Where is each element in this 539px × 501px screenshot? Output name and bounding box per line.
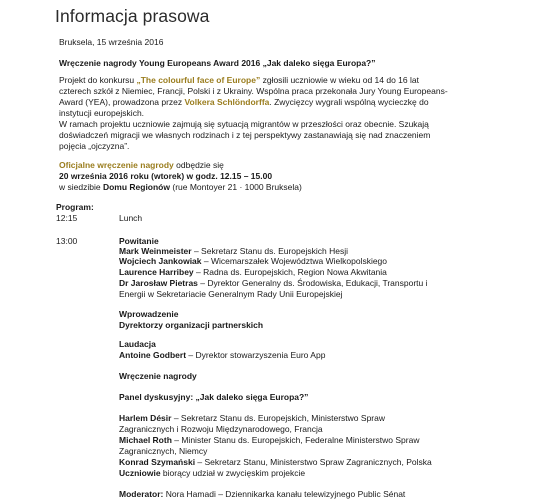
- speaker-4: Dr Jarosław Pietras – Dyrektor Generalny ds. Środowiska, Edukacji, Transportu i: [119, 278, 428, 288]
- program-laudacja: Laudacja: [119, 339, 156, 349]
- program-lunch: Lunch: [119, 213, 143, 223]
- panelist-3: Konrad Szymański – Sekretarz Stanu, Ministerstwo Spraw Zagranicznych, Polska: [119, 457, 432, 467]
- moderator: Moderator: Nora Hamadi – Dziennikarka kanału telewizyjnego Public Sénat: [119, 489, 406, 499]
- panelist-2: Michael Roth – Minister Stanu ds. Europejskich, Federalne Ministerstwo Spraw: [119, 435, 420, 445]
- intro-line-7: pojęcia „ojczyzna”.: [59, 141, 130, 151]
- speaker-4-cont: Energii w Sekretariacie Generalnym Rady Unii Europejskiej: [119, 289, 343, 299]
- program-time-2: 13:00: [56, 236, 78, 246]
- program-wprowadzenie-sub: Dyrektorzy organizacji partnerskich: [119, 320, 264, 330]
- speaker-1: Mark Weinmeister – Sekretarz Stanu ds. Europejskich Hesji: [119, 246, 348, 256]
- page-title: Informacja prasowa: [55, 6, 210, 26]
- laudacja-speaker: Antoine Godbert – Dyrektor stowarzyszenia Euro App: [119, 350, 326, 360]
- program-heading: Program:: [56, 202, 94, 212]
- ceremony-date: 20 września 2016 roku (wtorek) w godz. 12.15 – 15.00: [59, 171, 273, 181]
- intro-line-1: Projekt do konkursu „The colourful face of Europe” zgłosili uczniowie w wieku od 14 do 16 lat: [59, 75, 419, 85]
- program-wreczenie: Wręczenie nagrody: [119, 371, 197, 381]
- program-powitanie: Powitanie: [119, 236, 159, 246]
- program-panel: Panel dyskusyjny: „Jak daleko sięga Europa?”: [119, 392, 309, 402]
- intro-line-2: czterech szkół z Niemiec, Francji, Polski i z Ukrainy. Wspólna praca przekonała Jury Young Europeans-: [59, 86, 448, 96]
- ceremony-venue: w siedzibie Domu Regionów (rue Montoyer 21 · 1000 Bruksela): [59, 182, 302, 192]
- panelist-2-cont: Zagranicznych, Niemcy: [119, 446, 208, 456]
- panelist-4: Uczniowie biorący udział w zwycięskim projekcie: [119, 468, 306, 478]
- intro-line-6: doświadczeń migracji we własnych rodzinach i z tej perspektywy zastanawiają się nad znaczeniem: [59, 130, 431, 140]
- intro-line-4: instytucji europejskich.: [59, 108, 145, 118]
- speaker-3: Laurence Harribey – Radna ds. Europejskich, Region Nowa Akwitania: [119, 267, 387, 277]
- ceremony-line-1: Oficjalne wręczenie nagrody odbędzie się: [59, 160, 224, 170]
- program-wprowadzenie: Wprowadzenie: [119, 309, 179, 319]
- panelist-1-cont: Zagranicznych i Rozwoju Międzynarodowego, Francja: [119, 424, 323, 434]
- panelist-1: Harlem Désir – Sekretarz Stanu ds. Europejskich, Ministerstwo Spraw: [119, 413, 385, 423]
- headline: Wręczenie nagrody Young Europeans Award 2016 „Jak daleko sięga Europa?”: [59, 58, 376, 68]
- place-date: Bruksela, 15 września 2016: [59, 37, 164, 47]
- speaker-2: Wojciech Jankowiak – Wicemarszałek Województwa Wielkopolskiego: [119, 256, 388, 266]
- intro-line-5: W ramach projektu uczniowie zajmują się sytuacją migrantów w przeszłości oraz obecnie. Szukają: [59, 119, 429, 129]
- program-time-1: 12:15: [56, 213, 78, 223]
- intro-line-3: Award (YEA), prowadzona przez Volkera Schlöndorffa. Zwycięzcy wygrali wspólną wycieczkę do: [59, 97, 429, 107]
